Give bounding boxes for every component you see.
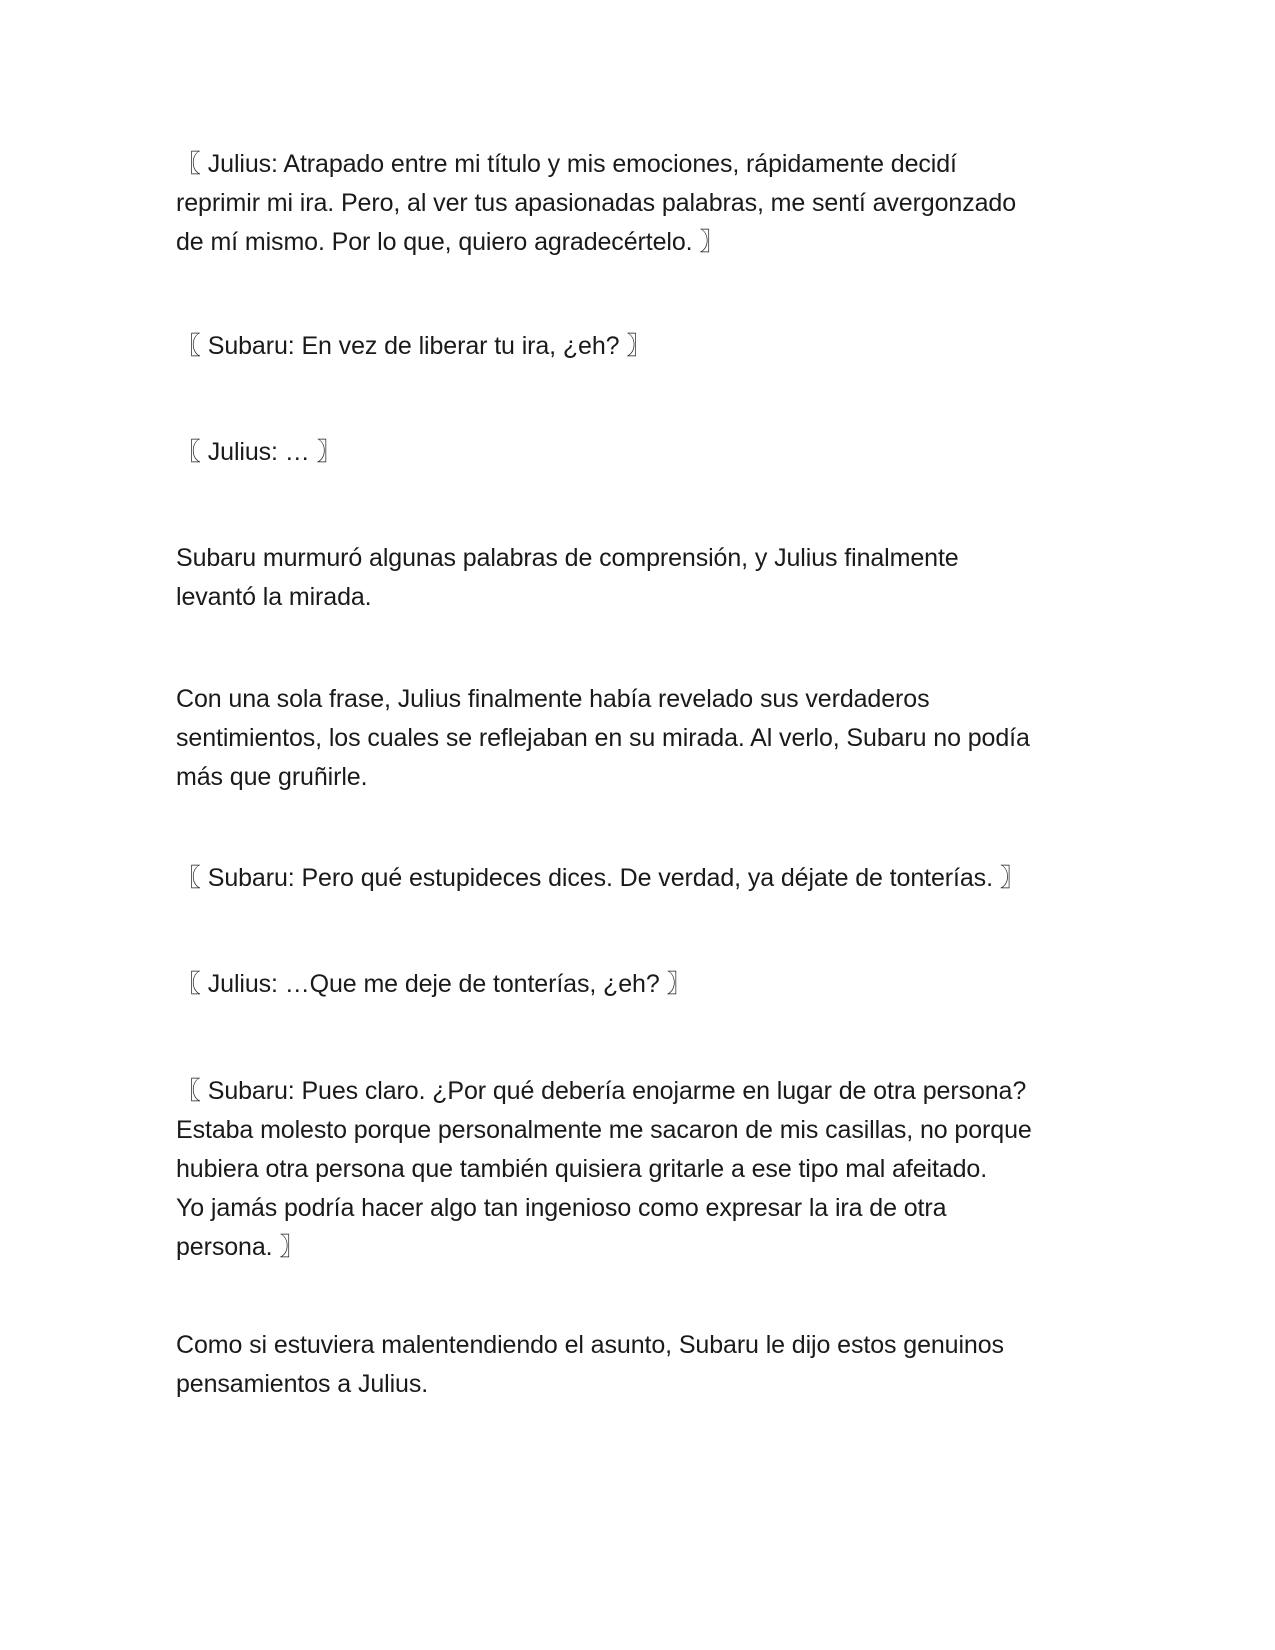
paragraph-subaru-nonsense: 〖 Subaru: Pero qué estupideces dices. De verdad, ya déjate de tonterías. 〗: [176, 864, 1025, 892]
paragraph-julius-gratitude: 〖 Julius: Atrapado entre mi título y mis emociones, rápidamente decidí reprimir mi ira. Pero, al ver tus apasionadas palabras, me sentí avergonzado de mí mismo. Por lo que, quiero agradecértelo. 〗: [176, 150, 1017, 256]
paragraph-narration-feelings: Con una sola frase, Julius finalmente había revelado sus verdaderos sentimientos, los cuales se reflejaban en su mirada. Al verlo, Subaru no podía más que gruñirle.: [176, 685, 1030, 791]
paragraph-subaru-question: 〖 Subaru: En vez de liberar tu ira, ¿eh? 〗: [176, 332, 652, 360]
paragraph-narration-thoughts: Como si estuviera malentendiendo el asunto, Subaru le dijo estos genuinos pensamientos a Julius.: [176, 1331, 1004, 1398]
paragraph-narration-murmur: Subaru murmuró algunas palabras de comprensión, y Julius finalmente levantó la mirada.: [176, 544, 959, 611]
paragraph-julius-silence: 〖 Julius: … 〗: [176, 438, 342, 466]
paragraph-subaru-explanation: 〖 Subaru: Pues claro. ¿Por qué debería enojarme en lugar de otra persona? Estaba molesto porque personalmente me sacaron de mis casillas, no porque hubiera otra persona que también quisiera gritarle a ese tipo mal afeitado. Yo jamás podría hacer algo tan ingenioso como expresar la ira de otra persona. 〗: [176, 1077, 1032, 1261]
paragraph-julius-echo: 〖 Julius: …Que me deje de tonterías, ¿eh? 〗: [176, 970, 692, 998]
